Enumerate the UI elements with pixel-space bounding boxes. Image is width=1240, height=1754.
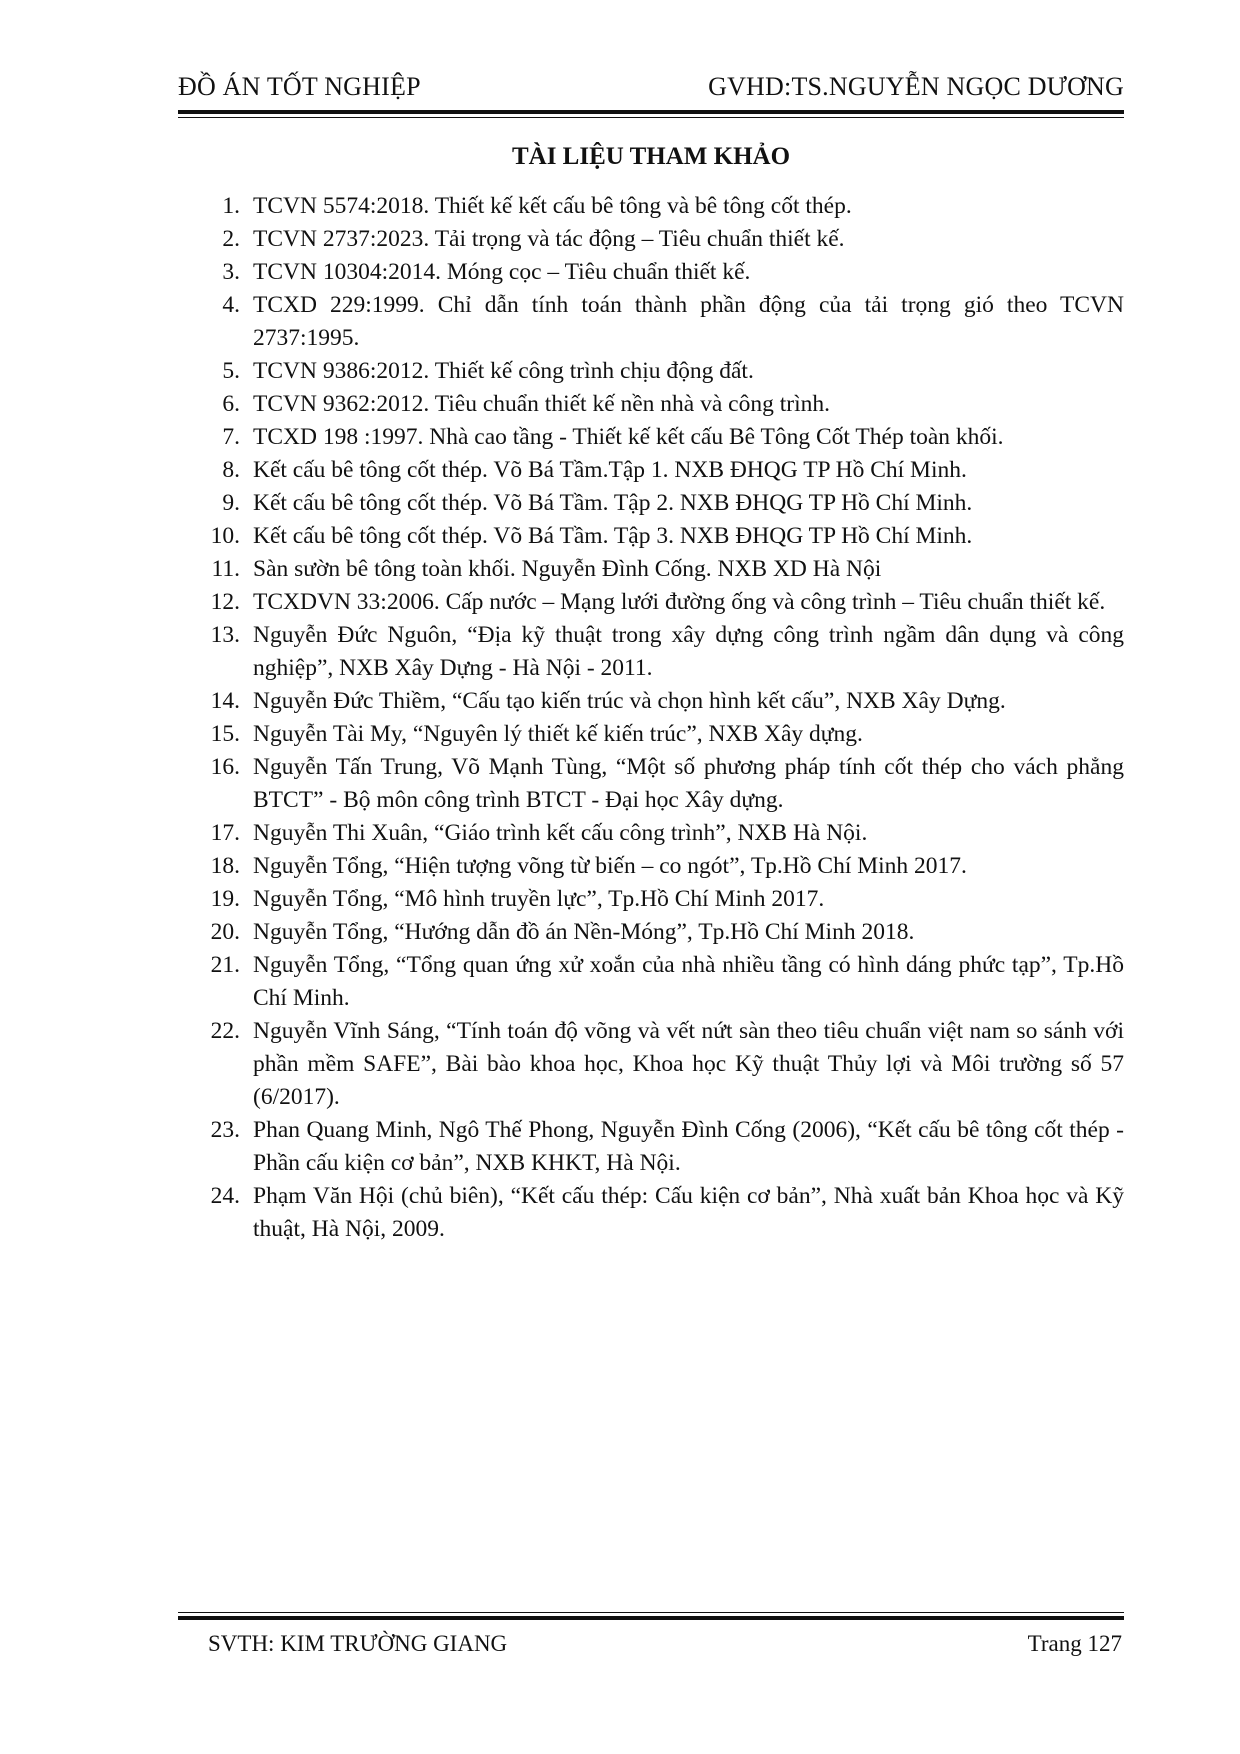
reference-number: 7. (222, 424, 240, 450)
reference-text: TCXD 229:1999. Chỉ dẫn tính toán thành phần động của tải trọng gió theo TCVN 2737:1995. (253, 292, 1124, 351)
reference-text: TCVN 5574:2018. Thiết kế kết cấu bê tông và bê tông cốt thép. (253, 193, 852, 219)
reference-number: 16. (210, 754, 240, 780)
reference-number: 1. (222, 193, 240, 219)
reference-text: Nguyễn Đức Thiềm, “Cấu tạo kiến trúc và chọn hình kết cấu”, NXB Xây Dựng. (253, 688, 1006, 714)
reference-text: TCVN 9362:2012. Tiêu chuẩn thiết kế nền nhà và công trình. (253, 391, 830, 417)
reference-number: 5. (222, 358, 240, 384)
reference-text: Kết cấu bê tông cốt thép. Võ Bá Tầm.Tập 1. NXB ĐHQG TP Hồ Chí Minh. (253, 457, 967, 483)
reference-item (190, 421, 1124, 454)
reference-item (190, 1015, 1124, 1114)
reference-number: 9. (222, 490, 240, 516)
reference-number: 23. (210, 1117, 240, 1143)
reference-number: 19. (210, 886, 240, 912)
reference-number: 12. (210, 589, 240, 615)
reference-text: Kết cấu bê tông cốt thép. Võ Bá Tầm. Tập 3. NXB ĐHQG TP Hồ Chí Minh. (253, 523, 973, 549)
reference-text: Sàn sườn bê tông toàn khối. Nguyễn Đình Cống. NXB XD Hà Nội (253, 556, 882, 582)
reference-text: TCVN 2737:2023. Tải trọng và tác động – Tiêu chuẩn thiết kế. (253, 226, 845, 252)
reference-item (190, 355, 1124, 388)
footer-rule-thin (178, 1612, 1124, 1613)
reference-item (190, 388, 1124, 421)
reference-number: 10. (210, 523, 240, 549)
reference-text: Nguyễn Đức Nguôn, “Địa kỹ thuật trong xây dựng công trình ngầm dân dụng và công nghiệp”, NXB Xây Dựng - Hà Nội - 2011. (253, 622, 1124, 681)
reference-text: Phạm Văn Hội (chủ biên), “Kết cấu thép: Cấu kiện cơ bản”, Nhà xuất bản Khoa học và Kỹ thuật, Hà Nội, 2009. (253, 1183, 1124, 1242)
reference-text: Nguyễn Tổng, “Hướng dẫn đồ án Nền-Móng”, Tp.Hồ Chí Minh 2018. (253, 919, 915, 945)
page-number: Trang 127 (1027, 1631, 1122, 1656)
reference-item (190, 1180, 1124, 1246)
reference-text: Nguyễn Vĩnh Sáng, “Tính toán độ võng và vết nứt sàn theo tiêu chuẩn việt nam so sánh với phần mềm SAFE”, Bài bào khoa học, Khoa học Kỹ thuật Thủy lợi và Môi trường số 57 (6/2017). (253, 1018, 1124, 1110)
reference-item (190, 949, 1124, 1015)
reference-item (190, 817, 1124, 850)
reference-text: TCVN 9386:2012. Thiết kế công trình chịu động đất. (253, 358, 754, 384)
reference-text: Nguyễn Tài My, “Nguyên lý thiết kế kiến trúc”, NXB Xây dựng. (253, 721, 863, 747)
reference-number: 22. (210, 1018, 240, 1044)
reference-number: 4. (222, 292, 240, 318)
reference-item (190, 454, 1124, 487)
reference-item (190, 751, 1124, 817)
reference-item (190, 223, 1124, 256)
reference-number: 8. (222, 457, 240, 483)
reference-text: Nguyễn Tổng, “Hiện tượng võng từ biến – co ngót”, Tp.Hồ Chí Minh 2017. (253, 853, 967, 879)
reference-number: 18. (210, 853, 240, 879)
page-header (178, 72, 1124, 112)
reference-item (190, 718, 1124, 751)
footer-author: SVTH: KIM TRƯỜNG GIANG (208, 1631, 508, 1656)
reference-text: TCXDVN 33:2006. Cấp nước – Mạng lưới đường ống và công trình – Tiêu chuẩn thiết kế. (253, 589, 1106, 615)
reference-item (190, 520, 1124, 553)
reference-text: TCXD 198 :1997. Nhà cao tầng - Thiết kế kết cấu Bê Tông Cốt Thép toàn khối. (253, 424, 1004, 450)
reference-number: 6. (222, 391, 240, 417)
reference-item (190, 586, 1124, 619)
reference-item (190, 190, 1124, 223)
reference-item (190, 685, 1124, 718)
header-rule-thick (178, 110, 1124, 114)
reference-number: 21. (210, 952, 240, 978)
reference-item (190, 487, 1124, 520)
reference-text: Nguyễn Tổng, “Mô hình truyền lực”, Tp.Hồ Chí Minh 2017. (253, 886, 825, 912)
header-left-text: ĐỒ ÁN TỐT NGHIỆP (178, 72, 421, 101)
reference-item (190, 256, 1124, 289)
footer-rule-thick (178, 1616, 1124, 1620)
reference-item (190, 850, 1124, 883)
reference-number: 15. (210, 721, 240, 747)
reference-number: 2. (222, 226, 240, 252)
reference-number: 3. (222, 259, 240, 285)
header-rule-thin (178, 117, 1124, 118)
reference-number: 11. (211, 556, 240, 582)
reference-number: 14. (210, 688, 240, 714)
reference-text: TCVN 10304:2014. Móng cọc – Tiêu chuẩn thiết kế. (253, 259, 751, 285)
page-footer (178, 1631, 1124, 1665)
reference-item (190, 883, 1124, 916)
reference-number: 17. (210, 820, 240, 846)
reference-text: Nguyễn Tổng, “Tổng quan ứng xử xoắn của nhà nhiều tầng có hình dáng phức tạp”, Tp.Hồ Chí Minh. (253, 952, 1124, 1011)
reference-text: Nguyễn Thi Xuân, “Giáo trình kết cấu công trình”, NXB Hà Nội. (253, 820, 868, 846)
reference-item (190, 1114, 1124, 1180)
reference-number: 24. (210, 1183, 240, 1209)
reference-text: Phan Quang Minh, Ngô Thế Phong, Nguyễn Đình Cống (2006), “Kết cấu bê tông cốt thép - Phần cấu kiện cơ bản”, NXB KHKT, Hà Nội. (253, 1117, 1124, 1176)
reference-number: 20. (210, 919, 240, 945)
reference-text: Nguyễn Tấn Trung, Võ Mạnh Tùng, “Một số phương pháp tính cốt thép cho vách phẳng BTCT” - Bộ môn công trình BTCT - Đại học Xây dựng. (253, 754, 1124, 813)
reference-number: 13. (210, 622, 240, 648)
header-right-text: GVHD:TS.NGUYỄN NGỌC DƯƠNG (708, 72, 1124, 101)
reference-text: Kết cấu bê tông cốt thép. Võ Bá Tầm. Tập 2. NXB ĐHQG TP Hồ Chí Minh. (253, 490, 973, 516)
page-title: TÀI LIỆU THAM KHẢO (511, 143, 791, 170)
reference-item (190, 553, 1124, 586)
reference-list (190, 190, 1124, 1246)
reference-item (190, 289, 1124, 355)
reference-item (190, 619, 1124, 685)
reference-item (190, 916, 1124, 949)
